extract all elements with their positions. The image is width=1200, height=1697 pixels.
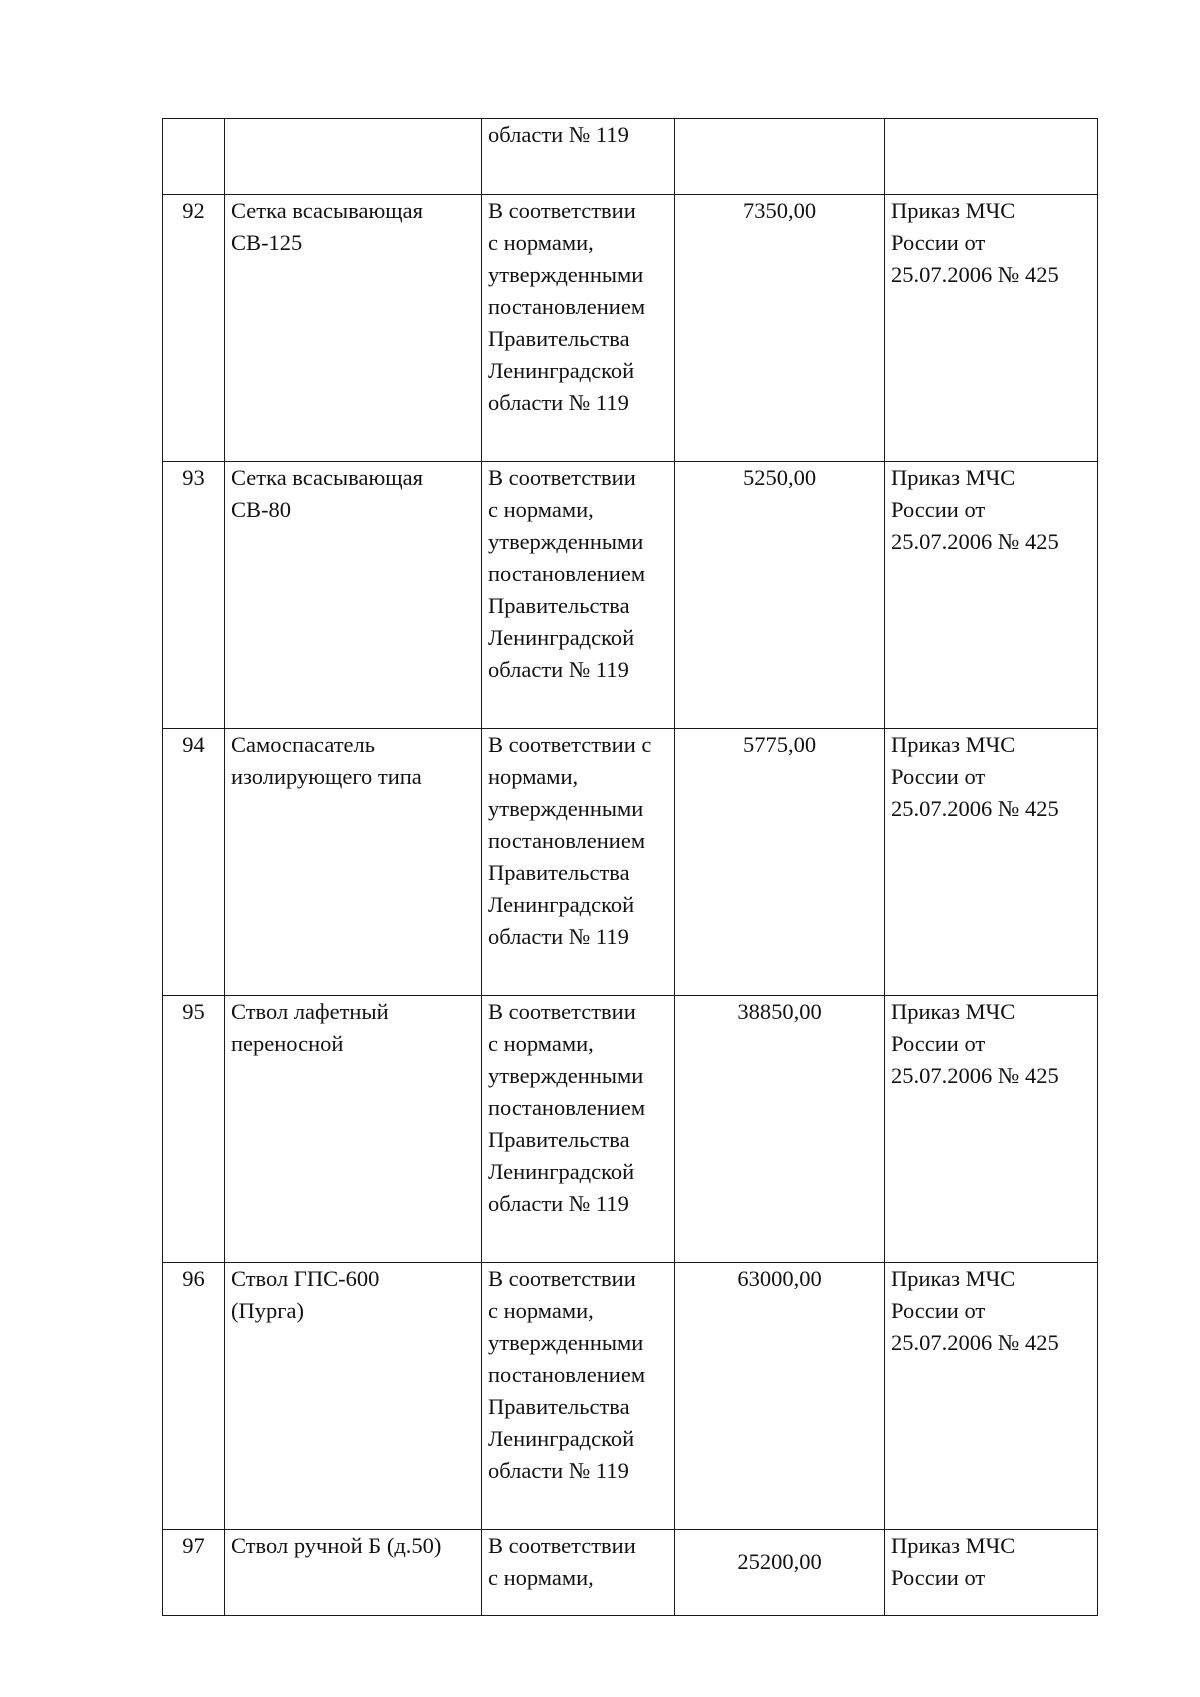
cell-basis: [482, 462, 675, 729]
cell-num: 92: [163, 195, 225, 462]
basis-line: В соответствии с: [488, 732, 652, 757]
ref-line: Приказ МЧС: [891, 1533, 1016, 1558]
name-line: СВ-125: [231, 230, 303, 255]
ref-line: 25.07.2006 № 425: [891, 796, 1059, 821]
basis-line: утвержденными: [488, 529, 644, 554]
cell-num: 93: [163, 462, 225, 729]
cell-ref: [885, 1263, 1098, 1530]
cell-price: 7350,00: [675, 195, 885, 462]
cell-price: 38850,00: [675, 996, 885, 1263]
name-line: СВ-80: [231, 497, 292, 522]
basis-line: постановлением: [488, 828, 646, 853]
name-line: Самоспасатель: [231, 732, 376, 757]
ref-line: Приказ МЧС: [891, 198, 1016, 223]
ref-line: 25.07.2006 № 425: [891, 1063, 1059, 1088]
ref-line: 25.07.2006 № 425: [891, 1330, 1059, 1355]
basis-line: области № 119: [488, 390, 629, 415]
cell-basis: [482, 1263, 675, 1530]
name-line: переносной: [231, 1031, 344, 1056]
basis-line: области № 119: [488, 122, 629, 147]
cell-basis: [482, 996, 675, 1263]
cell-basis: [482, 729, 675, 996]
cell-ref: [885, 195, 1098, 462]
basis-line: утвержденными: [488, 1330, 644, 1355]
cell-num: 96: [163, 1263, 225, 1530]
cell-num: 94: [163, 729, 225, 996]
name-line: изолирующего типа: [231, 764, 422, 789]
basis-line: области № 119: [488, 1191, 629, 1216]
basis-line: В соответствии: [488, 198, 636, 223]
cell-name: [225, 1530, 482, 1616]
cell-name: [225, 729, 482, 996]
name-line: Сетка всасывающая: [231, 465, 423, 490]
ref-line: Приказ МЧС: [891, 465, 1016, 490]
cell-price: 63000,00: [675, 1263, 885, 1530]
table-row: [163, 462, 1098, 729]
cell-num: 97: [163, 1530, 225, 1616]
basis-line: В соответствии: [488, 1266, 636, 1291]
basis-line: утвержденными: [488, 796, 644, 821]
basis-line: Правительства: [488, 1394, 630, 1419]
ref-line: Приказ МЧС: [891, 1266, 1016, 1291]
basis-line: Ленинградской: [488, 892, 635, 917]
ref-line: России от: [891, 1565, 986, 1590]
basis-line: области № 119: [488, 924, 629, 949]
table-row: [163, 195, 1098, 462]
basis-line: Ленинградской: [488, 1426, 635, 1451]
basis-line: постановлением: [488, 1095, 646, 1120]
cell-num: [163, 119, 225, 195]
basis-line: Правительства: [488, 1127, 630, 1152]
basis-line: постановлением: [488, 294, 646, 319]
table-row-continuation: [163, 119, 1098, 195]
ref-line: 25.07.2006 № 425: [891, 529, 1059, 554]
cell-name: [225, 462, 482, 729]
basis-line: Правительства: [488, 326, 630, 351]
basis-line: постановлением: [488, 561, 646, 586]
basis-line: утвержденными: [488, 262, 644, 287]
basis-line: Ленинградской: [488, 1159, 635, 1184]
ref-line: России от: [891, 497, 986, 522]
ref-line: Приказ МЧС: [891, 732, 1016, 757]
basis-line: Ленинградской: [488, 625, 635, 650]
table-row: [163, 729, 1098, 996]
ref-line: Приказ МЧС: [891, 999, 1016, 1024]
cell-price: 25200,00: [675, 1530, 885, 1616]
name-line: Сетка всасывающая: [231, 198, 423, 223]
name-line: (Пурга): [231, 1298, 304, 1323]
basis-line: с нормами,: [488, 230, 594, 255]
cell-ref: [885, 729, 1098, 996]
basis-line: с нормами,: [488, 1298, 594, 1323]
cell-basis: [482, 195, 675, 462]
cell-ref: [885, 996, 1098, 1263]
ref-line: России от: [891, 1298, 986, 1323]
cell-price: 5250,00: [675, 462, 885, 729]
ref-line: России от: [891, 1031, 986, 1056]
basis-line: Ленинградской: [488, 358, 635, 383]
basis-line: области № 119: [488, 1458, 629, 1483]
cell-ref: [885, 119, 1098, 195]
cell-basis: [482, 119, 675, 195]
basis-line: с нормами,: [488, 1565, 594, 1590]
table-row: [163, 1263, 1098, 1530]
name-line: Ствол лафетный: [231, 999, 389, 1024]
basis-line: с нормами,: [488, 1031, 594, 1056]
basis-line: постановлением: [488, 1362, 646, 1387]
ref-line: России от: [891, 764, 986, 789]
basis-line: нормами,: [488, 764, 579, 789]
cell-name: [225, 996, 482, 1263]
basis-line: В соответствии: [488, 1533, 636, 1558]
price-table: [162, 118, 1098, 1616]
cell-ref: [885, 1530, 1098, 1616]
basis-line: В соответствии: [488, 465, 636, 490]
cell-price: 5775,00: [675, 729, 885, 996]
table-row: [163, 996, 1098, 1263]
cell-name: [225, 1263, 482, 1530]
ref-line: 25.07.2006 № 425: [891, 262, 1059, 287]
ref-line: России от: [891, 230, 986, 255]
table-row: [163, 1530, 1098, 1616]
basis-line: области № 119: [488, 657, 629, 682]
name-line: Ствол ГПС-600: [231, 1266, 380, 1291]
cell-name: [225, 119, 482, 195]
basis-line: утвержденными: [488, 1063, 644, 1088]
cell-ref: [885, 462, 1098, 729]
cell-name: [225, 195, 482, 462]
basis-line: В соответствии: [488, 999, 636, 1024]
cell-basis: [482, 1530, 675, 1616]
basis-line: Правительства: [488, 593, 630, 618]
name-line: Ствол ручной Б (д.50): [231, 1533, 442, 1558]
cell-price: [675, 119, 885, 195]
basis-line: Правительства: [488, 860, 630, 885]
basis-line: с нормами,: [488, 497, 594, 522]
cell-num: 95: [163, 996, 225, 1263]
